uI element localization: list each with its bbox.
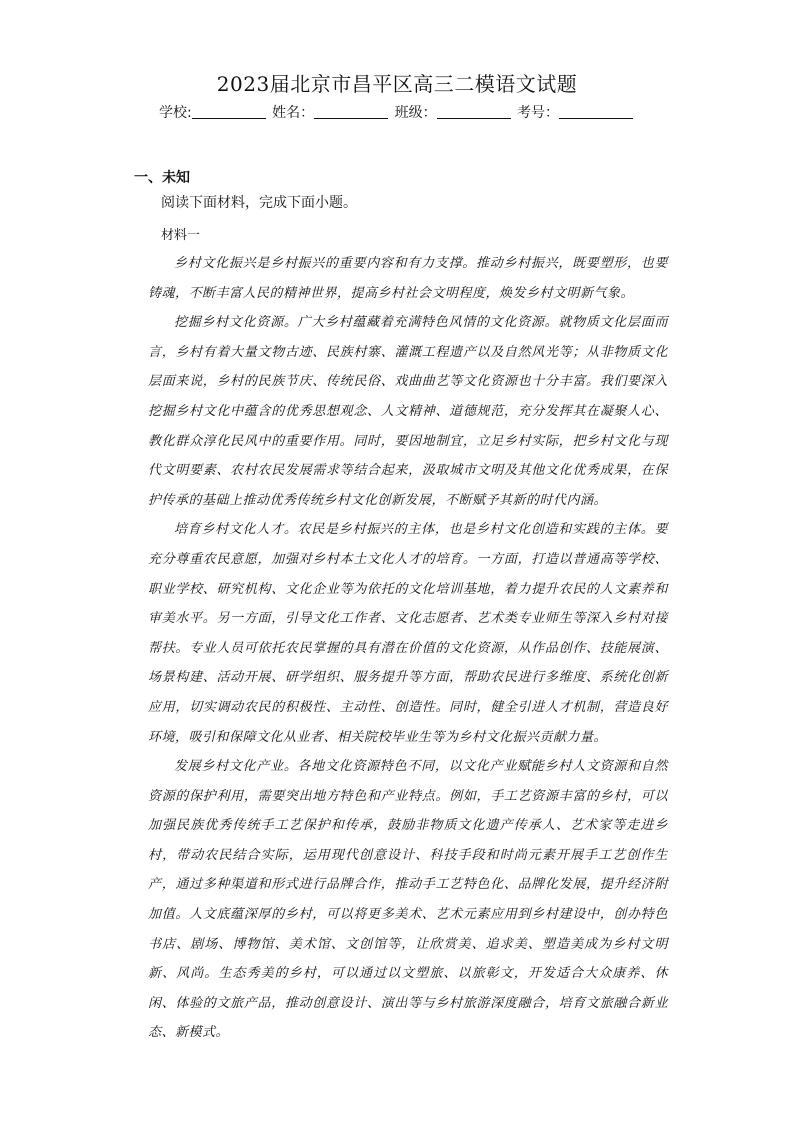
paragraph: 培育乡村文化人才。农民是乡村振兴的主体，也是乡村文化创造和实践的主体。要充分尊重农民意愿，加强对乡村本土文化人才的培育。一方面，打造以普通高等学校、职业学校、研究机构、文化企业等为依托的文化培训基地，着力提升农民的人文素养和审美水平。另一方面，引导文化工作者、文化志愿者、艺术类专业师生等深入乡村对接帮扶。专业人员可依托农民掌握的具有潜在价值的文化资源，从作品创作、技能展演、场景构建、活动开展、研学组织、服务提升等方面，帮助农民进行多维度、系统化创新应用，切实调动农民的积极性、主动性、创造性。同时，健全引进人才机制，营造良好环境，吸引和保障文化从业者、相关院校毕业生等为乡村文化振兴贡献力量。 <box>148 522 668 745</box>
paragraph: 发展乡村文化产业。各地文化资源特色不同，以文化产业赋能乡村人文资源和自然资源的保护利用，需要突出地方特色和产业特点。例如，手工艺资源丰富的乡村，可以加强民族优秀传统手工艺保护和传承，鼓励非物质文化遗产传承人、艺术家等走进乡村，带动农民结合实际，运用现代创意设计、科技手段和时尚元素开展手工艺创作生产，通过多种渠道和形式进行品牌合作，推动手工艺特色化、品牌化发展，提升经济附加值。人文底蕴深厚的乡村，可以将更多美术、艺术元素应用到乡村建设中，创办特色书店、剧场、博物馆、美术馆、文创馆等，让欣赏美、追求美、塑造美成为乡村文明新、风尚。生态秀美的乡村，可以通过以文塑旅、以旅彰文，开发适合大众康养、休闲、体验的文旅产品，推动创意设计、演出等与乡村旅游深度融合，培育文旅融合新业态、新模式。 <box>148 759 668 1041</box>
material-label: 材料一 <box>161 228 201 243</box>
page-title: 2023届北京市昌平区高三二模语文试题 <box>216 72 578 96</box>
material-body <box>148 249 668 1048</box>
student-info-line <box>0 102 794 122</box>
exam-number-blank[interactable] <box>559 104 633 119</box>
class-blank[interactable] <box>437 104 511 119</box>
school-blank[interactable] <box>192 104 266 119</box>
name-blank[interactable] <box>314 104 388 119</box>
class-label: 班级： <box>394 105 437 121</box>
exam-number-label: 考号： <box>517 105 560 121</box>
paragraph: 乡村文化振兴是乡村振兴的重要内容和有力支撑。推动乡村振兴，既要塑形，也要铸魂，不断丰富人民的精神世界，提高乡村社会文明程度，焕发乡村文明新气象。 <box>148 256 668 301</box>
paragraph: 挖掘乡村文化资源。广大乡村蕴藏着充满特色风情的文化资源。就物质文化层面而言，乡村有着大量文物古迹、民族村寨、灌溉工程遗产以及自然风光等；从非物质文化层面来说，乡村的民族节庆、传统民俗、戏曲曲艺等文化资源也十分丰富。我们要深入挖掘乡村文化中蕴含的优秀思想观念、人文精神、道德规范，充分发挥其在凝聚人心、教化群众淳化民风中的重要作用。同时，要因地制宜，立足乡村实际，把乡村文化与现代文明要素、农村农民发展需求等结合起来，汲取城市文明及其他文化优秀成果，在保护传承的基础上推动优秀传统乡村文化创新发展，不断赋予其新的时代内涵。 <box>148 315 668 508</box>
reading-instruction: 阅读下面材料，完成下面小题。 <box>161 195 357 211</box>
school-label: 学校: <box>158 105 192 121</box>
section-heading: 一、未知 <box>134 170 190 186</box>
name-label: 姓名： <box>272 105 315 121</box>
